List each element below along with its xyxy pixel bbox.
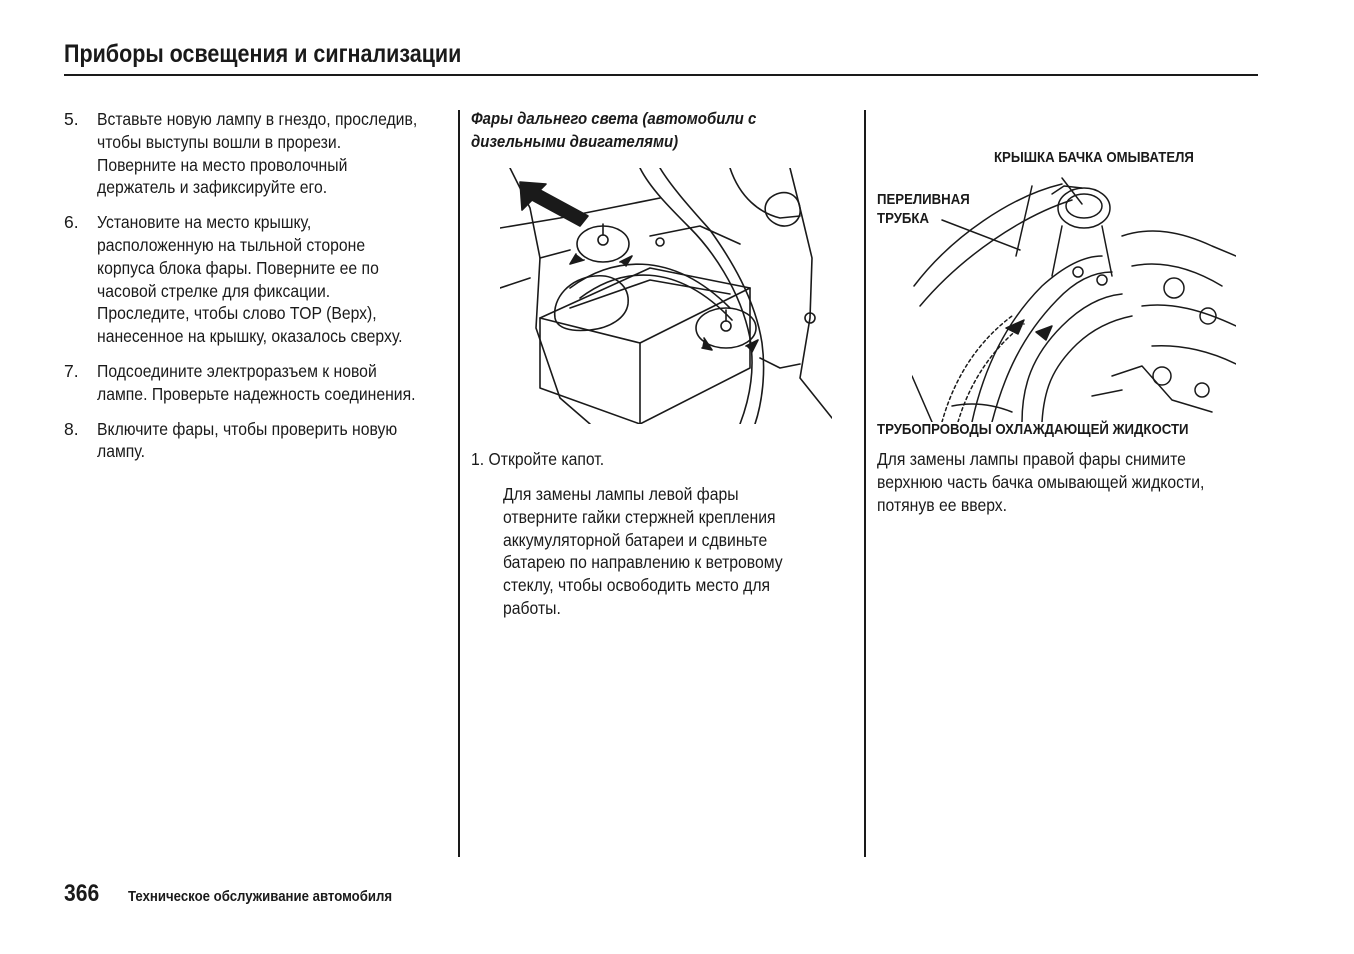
step-number: 8. xyxy=(64,418,79,439)
step-number: 7. xyxy=(64,360,79,381)
column-divider-left xyxy=(458,110,460,857)
step-number: 6. xyxy=(64,212,79,233)
coolant-pipes-label: ТРУБОПРОВОДЫ ОХЛАЖДАЮЩЕЙ ЖИДКОСТИ xyxy=(877,421,1189,438)
footer-section-title: Техническое обслуживание автомобиля xyxy=(128,888,393,905)
step-text: Вставьте новую лампу в гнездо, проследив, чтобы выступы вошли в прорези. Поверните на место проволочный держатель и зафиксируйте его. xyxy=(97,109,418,198)
overflow-tube-label-line2: ТРУБКА xyxy=(877,210,929,227)
steps-list xyxy=(64,108,454,475)
step-6 xyxy=(64,211,454,348)
title-divider xyxy=(64,74,1258,76)
washer-cap-label: КРЫШКА БАЧКА ОМЫВАТЕЛЯ xyxy=(994,149,1194,166)
column-divider-right xyxy=(864,110,866,857)
step-text: Установите на место крышку, расположенную на тыльной стороне корпуса блока фары. Поверните ее по часовой стрелке для фиксации. Проследите, чтобы слово TOP (Верх), нанесенное на крышку, оказалось сверху. xyxy=(97,212,403,347)
battery-illustration xyxy=(500,168,832,424)
page-title: Приборы освещения и сигнализации xyxy=(64,40,462,68)
right-headlight-instructions: Для замены лампы правой фары снимите верхнюю часть бачка омывающей жидкости, потянув ее вверх. xyxy=(877,449,1205,515)
washer-reservoir-illustration xyxy=(912,176,1236,422)
step-1-text: 1. Откройте капот. xyxy=(471,449,605,469)
step-8 xyxy=(64,418,454,464)
section-subheading-wrap xyxy=(471,108,841,153)
step-text: Подсоедините электроразъем к новой лампе. Проверьте надежность соединения. xyxy=(97,360,416,404)
section-subheading: Фары дальнего света (автомобили с дизельными двигателями) xyxy=(471,109,757,151)
step-7 xyxy=(64,360,454,406)
step-number: 5. xyxy=(64,109,79,129)
overflow-tube-label-line1: ПЕРЕЛИВНАЯ xyxy=(877,191,970,208)
left-headlight-instructions: Для замены лампы левой фары отверните гайки стержней крепления аккумуляторной батареи и сдвиньте батарею по направлению к ветровому стеклу, чтобы освободить место для работы. xyxy=(503,484,783,618)
step-text: Включите фары, чтобы проверить новую лампу. xyxy=(97,418,398,462)
step-5 xyxy=(64,108,454,199)
page-number: 366 xyxy=(64,880,100,907)
